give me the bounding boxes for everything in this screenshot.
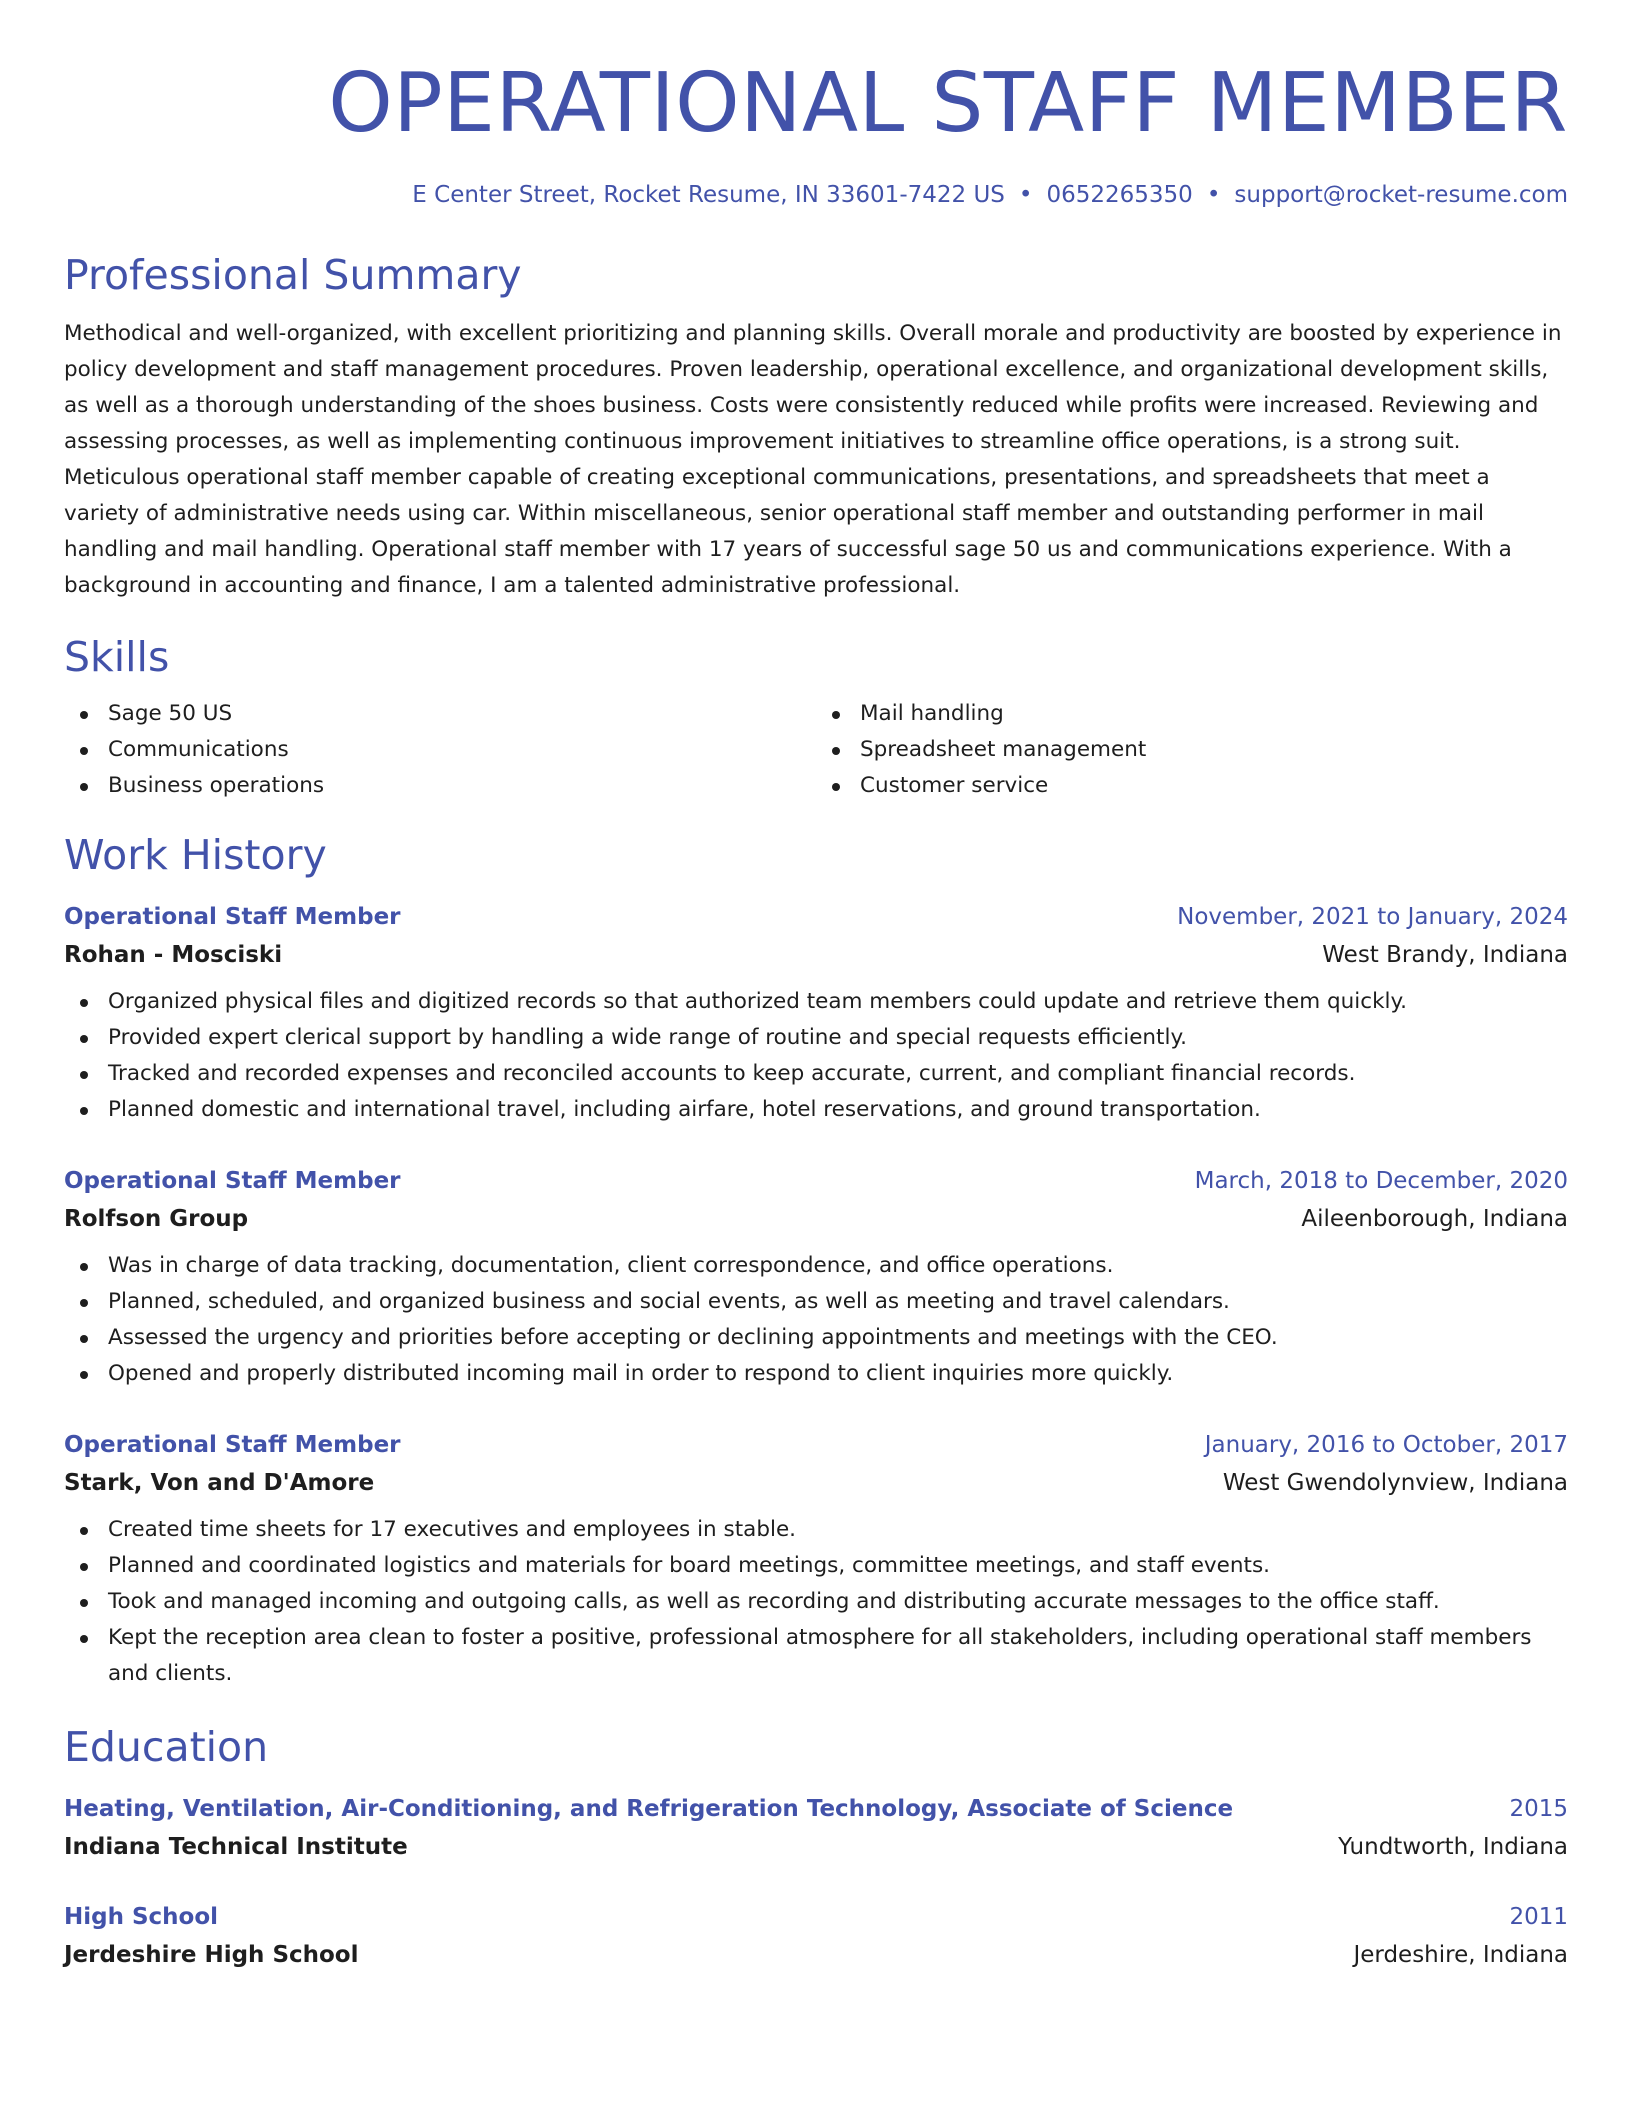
summary-heading: Professional Summary xyxy=(64,251,522,299)
job-duty-item: Was in charge of data tracking, documentation, client correspondence, and office operations. xyxy=(64,1248,1568,1284)
job-duties xyxy=(64,1512,1568,1692)
contact-line xyxy=(64,180,1568,210)
job-location: West Brandy, Indiana xyxy=(1322,942,1568,968)
education-entry xyxy=(64,1794,1568,1862)
job-entry xyxy=(64,1430,1568,1692)
job-title: Operational Staff Member xyxy=(64,1168,401,1194)
work-history-section xyxy=(64,830,1568,1692)
education-header-row xyxy=(64,1902,1568,1932)
job-duties xyxy=(64,984,1568,1128)
job-location: Aileenborough, Indiana xyxy=(1301,1206,1568,1232)
job-company: Rolfson Group xyxy=(64,1206,249,1232)
job-title: Operational Staff Member xyxy=(64,1432,401,1458)
job-duty-item: Planned domestic and international travel, including airfare, hotel reservations, and ground transportation. xyxy=(64,1092,1568,1128)
contact-separator: • xyxy=(1206,182,1221,208)
candidate-title: OPERATIONAL STAFF MEMBER xyxy=(328,56,1568,151)
skill-item: Communications xyxy=(64,732,816,768)
job-header-row xyxy=(64,1166,1568,1196)
job-entry xyxy=(64,902,1568,1128)
job-dates: November, 2021 to January, 2024 xyxy=(1177,904,1568,930)
contact-address: E Center Street, Rocket Resume, IN 33601-7422 US xyxy=(412,182,1005,208)
job-duty-item: Organized physical files and digitized records so that authorized team members could update and retrieve them quickly. xyxy=(64,984,1568,1020)
job-dates: January, 2016 to October, 2017 xyxy=(1204,1432,1568,1458)
job-header-row xyxy=(64,902,1568,932)
job-duties xyxy=(64,1248,1568,1392)
job-duty-item: Opened and properly distributed incoming mail in order to respond to client inquiries more quickly. xyxy=(64,1356,1568,1392)
job-duty-item: Took and managed incoming and outgoing calls, as well as recording and distributing accurate messages to the office staff. xyxy=(64,1584,1568,1620)
job-title: Operational Staff Member xyxy=(64,904,401,930)
contact-phone: 0652265350 xyxy=(1046,182,1193,208)
education-year: 2015 xyxy=(1509,1796,1568,1822)
skill-item: Sage 50 US xyxy=(64,696,816,732)
skills-heading: Skills xyxy=(64,633,170,681)
job-duty-item: Created time sheets for 17 executives and employees in stable. xyxy=(64,1512,1568,1548)
job-employer-row xyxy=(64,940,1568,970)
education-location: Yundtworth, Indiana xyxy=(1338,1834,1568,1860)
education-section xyxy=(64,1722,1568,1970)
job-company: Stark, Von and D'Amore xyxy=(64,1470,375,1496)
summary-text: Methodical and well-organized, with excellent prioritizing and planning skills. Overall morale and productivity are boosted by experience in policy development and staff management procedures. Proven leadership, operational excellence, and organizational development skills, as well as a thorough understanding of the shoes business. Costs were consistently reduced while profits were increased. Reviewing and assessing processes, as well as implementing continuous improvement initiatives to streamline office operations, is a strong suit. Meticulous operational staff member capable of creating exceptional communications, presentations, and spreadsheets that meet a variety of administrative needs using car. Within miscellaneous, senior operational staff member and outstanding performer in mail handling and mail handling. Operational staff member with 17 years of successful sage 50 us and communications experience. With a background in accounting and finance, I am a talented administrative professional. xyxy=(64,321,1562,598)
education-entry xyxy=(64,1902,1568,1970)
education-location: Jerdeshire, Indiana xyxy=(1353,1942,1568,1968)
skills-column-right xyxy=(816,696,1568,804)
summary-section xyxy=(64,250,1568,604)
job-location: West Gwendolynview, Indiana xyxy=(1222,1470,1568,1496)
education-school-row xyxy=(64,1940,1568,1970)
skill-item: Business operations xyxy=(64,768,816,804)
skills-section xyxy=(64,632,1568,804)
job-employer-row xyxy=(64,1204,1568,1234)
contact-email: support@rocket-resume.com xyxy=(1234,182,1568,208)
job-dates: March, 2018 to December, 2020 xyxy=(1194,1168,1568,1194)
education-year: 2011 xyxy=(1509,1904,1568,1930)
job-header-row xyxy=(64,1430,1568,1460)
education-school-row xyxy=(64,1832,1568,1862)
job-entry xyxy=(64,1166,1568,1392)
skills-grid xyxy=(64,696,1568,804)
skills-column-left xyxy=(64,696,816,804)
job-duty-item: Kept the reception area clean to foster a positive, professional atmosphere for all stakeholders, including operational staff members and clients. xyxy=(64,1620,1568,1692)
skill-item: Spreadsheet management xyxy=(816,732,1568,768)
contact-separator: • xyxy=(1018,182,1033,208)
education-degree: Heating, Ventilation, Air-Conditioning, and Refrigeration Technology, Associate of Science xyxy=(64,1796,1234,1822)
job-company: Rohan - Mosciski xyxy=(64,942,283,968)
job-duty-item: Provided expert clerical support by handling a wide range of routine and special requests efficiently. xyxy=(64,1020,1568,1056)
job-employer-row xyxy=(64,1468,1568,1498)
education-school: Indiana Technical Institute xyxy=(64,1834,408,1860)
job-duty-item: Planned and coordinated logistics and materials for board meetings, committee meetings, and staff events. xyxy=(64,1548,1568,1584)
skill-item: Mail handling xyxy=(816,696,1568,732)
education-header-row xyxy=(64,1794,1568,1824)
resume-header xyxy=(64,56,1568,210)
work-history-heading: Work History xyxy=(64,831,327,879)
skill-item: Customer service xyxy=(816,768,1568,804)
job-duty-item: Tracked and recorded expenses and reconciled accounts to keep accurate, current, and compliant financial records. xyxy=(64,1056,1568,1092)
job-duty-item: Planned, scheduled, and organized business and social events, as well as meeting and travel calendars. xyxy=(64,1284,1568,1320)
education-degree: High School xyxy=(64,1904,219,1930)
job-duty-item: Assessed the urgency and priorities before accepting or declining appointments and meetings with the CEO. xyxy=(64,1320,1568,1356)
education-heading: Education xyxy=(64,1723,269,1771)
education-school: Jerdeshire High School xyxy=(64,1942,359,1968)
